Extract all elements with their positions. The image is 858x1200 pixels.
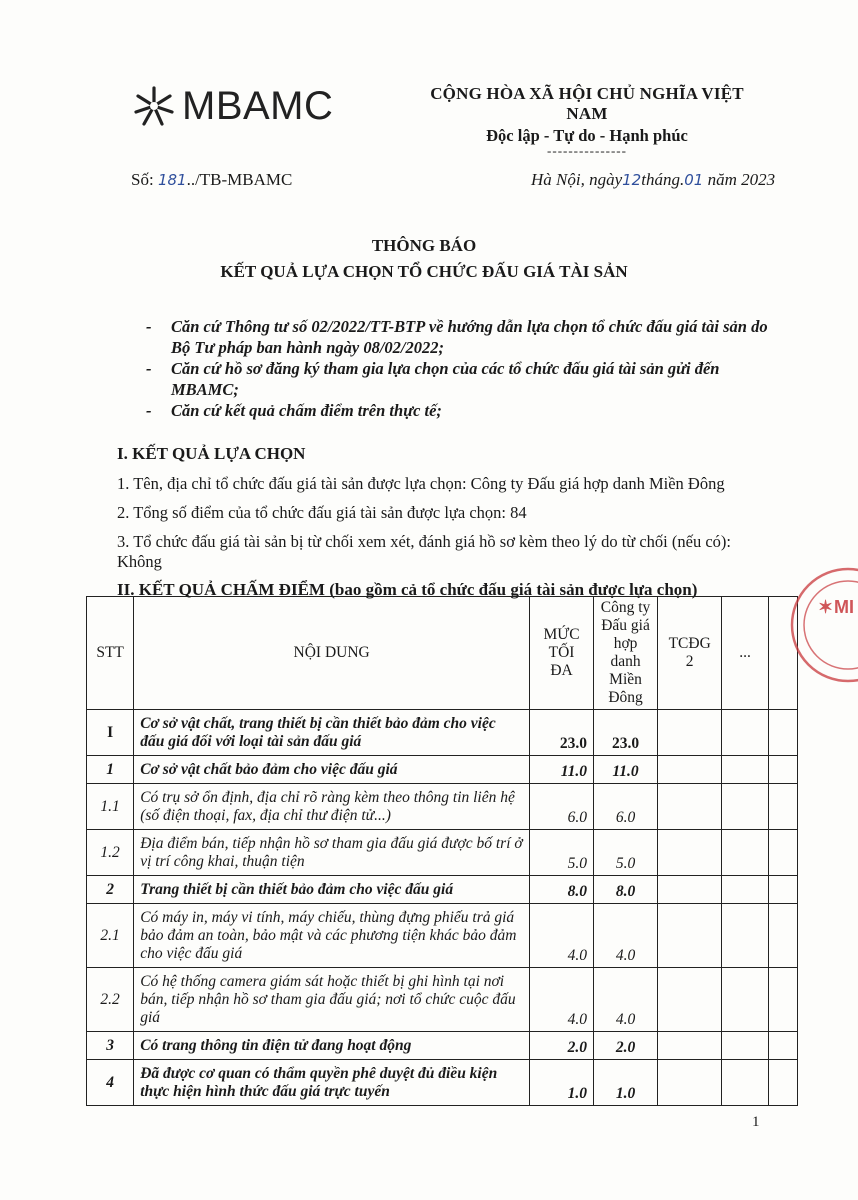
header-tcdg: TCĐG 2 <box>658 597 722 710</box>
section1-item1: 1. Tên, địa chỉ tổ chức đấu giá tài sản được lựa chọn: Công ty Đấu giá hợp danh Miền Đông <box>117 474 725 493</box>
so-number-handwritten: 181 <box>157 171 187 189</box>
motto-rule: --------------- <box>547 143 627 158</box>
notice-title: THÔNG BÁO <box>371 236 477 255</box>
legal-bases <box>146 316 768 421</box>
so-suffix: ../TB-MBAMC <box>186 170 293 189</box>
header-stt: STT <box>87 597 134 710</box>
section1-item2: 2. Tổng số điểm của tổ chức đấu giá tài sản được lựa chọn: 84 <box>117 503 527 522</box>
svg-text:MI: MI <box>834 597 854 617</box>
date-month-label: tháng. <box>641 170 685 189</box>
mbamc-logo <box>132 84 333 128</box>
section2-heading: II. KẾT QUẢ CHẤM ĐIỂM (bao gồm cả tổ chức đấu giá tài sản được lựa chọn) <box>117 580 698 599</box>
header-org: Công ty Đấu giá hợp danh Miền Đông <box>594 597 658 710</box>
header-max: MỨC TỐI ĐA <box>530 597 594 710</box>
table-row: 2.1 Có máy in, máy vi tính, máy chiếu, thùng đựng phiếu trả giá bảo đảm an toàn, bảo mật và các phương tiện khác bảo đảm cho việc đấu giá 4.0 4.0 <box>87 904 798 968</box>
date-day-handwritten: 12 <box>622 171 642 189</box>
document-date <box>531 170 775 190</box>
table-row: 1.2 Địa điểm bán, tiếp nhận hồ sơ tham gia đấu giá được bố trí ở vị trí công khai, thuận tiện 5.0 5.0 <box>87 830 798 876</box>
document-number <box>131 170 292 190</box>
motto-line2: Độc lập - Tự do - Hạnh phúc <box>486 126 688 145</box>
page-number: 1 <box>752 1114 760 1130</box>
table-row: I Cơ sở vật chất, trang thiết bị cần thiết bảo đảm cho việc đấu giá đối với loại tài sản đấu giá 23.0 23.0 <box>87 710 798 756</box>
table-row: 3 Có trang thông tin điện tử đang hoạt động 2.0 2.0 <box>87 1032 798 1060</box>
table-header-row <box>87 597 798 710</box>
table-row: 2.2 Có hệ thống camera giám sát hoặc thiết bị ghi hình tại nơi bán, tiếp nhận hồ sơ tham gia đấu giá; nơi tổ chức cuộc đấu giá 4.0 4.0 <box>87 968 798 1032</box>
svg-text:✶: ✶ <box>818 597 834 617</box>
notice-subtitle: KẾT QUẢ LỰA CHỌN TỔ CHỨC ĐẤU GIÁ TÀI SẢN <box>220 262 628 281</box>
section1-heading: I. KẾT QUẢ LỰA CHỌN <box>117 444 306 463</box>
date-suffix: năm 2023 <box>703 170 776 189</box>
table-row: 2 Trang thiết bị cần thiết bảo đảm cho việc đấu giá 8.0 8.0 <box>87 876 798 904</box>
motto-line1: CỘNG HÒA XÃ HỘI CHỦ NGHĨA VIỆT NAM <box>430 84 744 123</box>
section1-item3: 3. Tổ chức đấu giá tài sản bị từ chối xem xét, đánh giá hồ sơ kèm theo lý do từ chối (nếu có): Không <box>117 532 731 571</box>
score-table <box>86 596 798 1106</box>
date-month-handwritten: 01 <box>684 171 704 189</box>
basis-item: - Căn cứ hồ sơ đăng ký tham gia lựa chọn của các tổ chức đấu giá tài sản gửi đến MBAMC; <box>146 359 720 399</box>
header-more: ... <box>722 597 769 710</box>
so-label: Số: <box>131 170 158 189</box>
header-content: NỘI DUNG <box>134 597 530 710</box>
table-row: 1.1 Có trụ sở ổn định, địa chỉ rõ ràng kèm theo thông tin liên hệ (số điện thoại, fax, địa chỉ thư điện tử...) 6.0 6.0 <box>87 784 798 830</box>
basis-item: - Căn cứ kết quả chấm điểm trên thực tế; <box>146 401 442 420</box>
table-row: 4 Đã được cơ quan có thẩm quyền phê duyệt đủ điều kiện thực hiện hình thức đấu giá trực tuyến 1.0 1.0 <box>87 1060 798 1106</box>
date-prefix: Hà Nội, ngày <box>531 170 623 189</box>
starburst-logo-icon <box>132 84 176 128</box>
basis-item: - Căn cứ Thông tư số 02/2022/TT-BTP về hướng dẫn lựa chọn tổ chức đấu giá tài sản do Bộ Tư pháp ban hành ngày 08/02/2022; <box>146 317 768 357</box>
table-row: 1 Cơ sở vật chất bảo đảm cho việc đấu giá 11.0 11.0 <box>87 756 798 784</box>
company-seal-stamp <box>768 565 858 685</box>
national-motto <box>410 84 764 159</box>
logo-text: MBAMC <box>182 84 334 128</box>
